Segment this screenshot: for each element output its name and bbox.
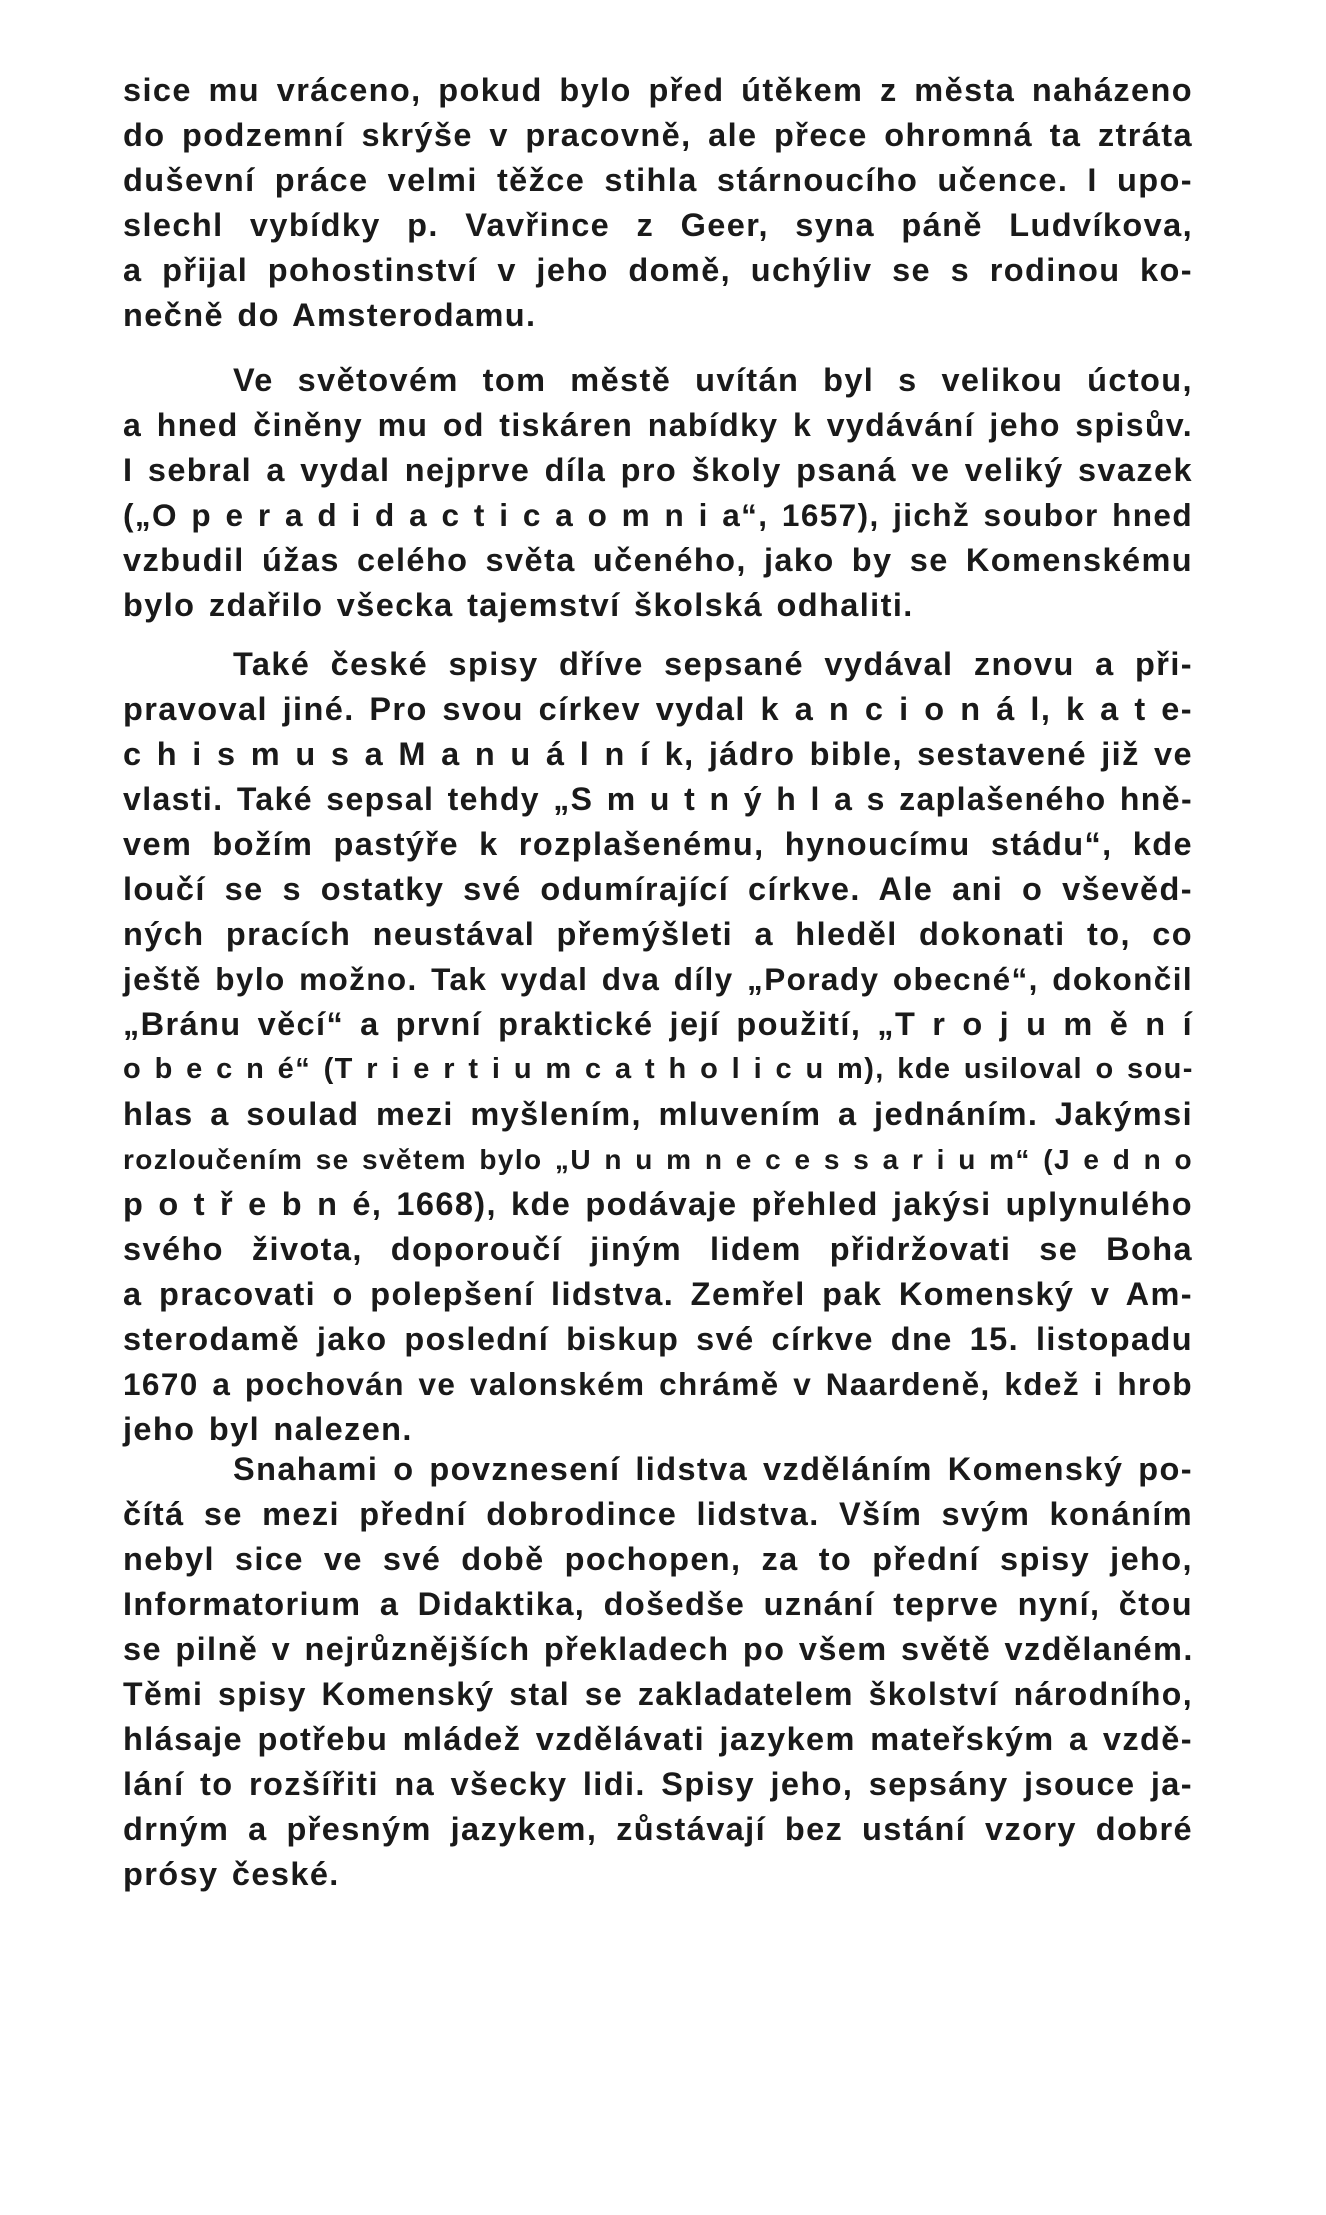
text-line: slechl vybídky p. Vavřince z Geer, syna páně Ludvíkova, <box>123 207 1193 243</box>
text-line: čítá se mezi přední dobrodince lidstva. Vším svým konáním <box>123 1496 1193 1532</box>
text-line: lání to rozšířiti na všecky lidi. Spisy jeho, sepsány jsouce ja- <box>123 1766 1193 1802</box>
text-line: I sebral a vydal nejprve díla pro školy psaná ve veliký svazek <box>123 452 1193 488</box>
text-line: a přijal pohostinství v jeho domě, uchýliv se s rodinou ko- <box>123 252 1193 288</box>
text-line: pravoval jiné. Pro svou církev vydal k a n c i o n á l, k a t e- <box>123 691 1193 727</box>
text-line: sterodamě jako poslední biskup své církve dne 15. listopadu <box>123 1321 1193 1357</box>
text-line: Ve světovém tom městě uvítán byl s velikou úctou, <box>233 362 1193 398</box>
text-line: rozloučením se světem bylo „U n u m n e c e s s a r i u m“ (J e d n o <box>123 1144 1193 1175</box>
paragraph-return-to-amsterdam <box>123 68 1193 338</box>
paragraph-legacy <box>123 1447 1193 1897</box>
text-line: sice mu vráceno, pokud bylo před útěkem z města naházeno <box>123 72 1193 108</box>
text-line: 1670 a pochován ve valonském chrámě v Naardeně, kdež i hrob <box>123 1366 1193 1402</box>
text-line: bylo zdařilo všecka tajemství školská odhaliti. <box>123 587 914 623</box>
paragraph-opera-didactica <box>123 358 1193 628</box>
text-line: do podzemní skrýše v pracovně, ale přece ohromná ta ztráta <box>123 117 1193 153</box>
text-line: („O p e r a d i d a c t i c a o m n i a“, 1657), jichž soubor hned <box>123 497 1193 533</box>
text-line: ještě bylo možno. Tak vydal dva díly „Porady obecné“, dokončil <box>123 961 1193 997</box>
text-line: se pilně v nejrůznějších překladech po všem světě vzdělaném. <box>123 1631 1194 1667</box>
text-line: hlas a soulad mezi myšlením, mluvením a jednáním. Jakýmsi <box>123 1096 1193 1132</box>
paragraph-czech-writings <box>123 642 1193 1452</box>
text-line: jeho byl nalezen. <box>123 1411 413 1447</box>
text-line: hlásaje potřebu mládež vzdělávati jazykem mateřským a vzdě- <box>123 1721 1193 1757</box>
text-line: Informatorium a Didaktika, došedše uznání teprve nyní, čtou <box>123 1586 1193 1622</box>
text-line: vlasti. Také sepsal tehdy „S m u t n ý h l a s zaplašeného hně- <box>123 781 1193 817</box>
text-line: Také české spisy dříve sepsané vydával znovu a při- <box>233 646 1193 682</box>
text-line: c h i s m u s a M a n u á l n í k, jádro bible, sestavené již ve <box>123 736 1193 772</box>
text-line: ných pracích neustával přemýšleti a hleděl dokonati to, co <box>123 916 1193 952</box>
text-line: a hned činěny mu od tiskáren nabídky k vydávání jeho spisův. <box>123 407 1193 443</box>
text-line: o b e c n é“ (T r i e r t i u m c a t h o l i c u m), kde usiloval o sou- <box>123 1053 1194 1085</box>
text-line: vem božím pastýře k rozplašenému, hynoucímu stádu“, kde <box>123 826 1193 862</box>
text-line: Snahami o povznesení lidstva vzděláním Komenský po- <box>233 1451 1193 1487</box>
text-line: nečně do Amsterodamu. <box>123 297 537 333</box>
text-line: svého života, doporoučí jiným lidem přidržovati se Boha <box>123 1231 1193 1267</box>
text-line: a pracovati o polepšení lidstva. Zemřel pak Komenský v Am- <box>123 1276 1193 1312</box>
text-line: loučí se s ostatky své odumírající církve. Ale ani o vševěd- <box>123 871 1193 907</box>
text-line: Těmi spisy Komenský stal se zakladatelem školství národního, <box>123 1676 1193 1712</box>
text-line: nebyl sice ve své době pochopen, za to přední spisy jeho, <box>123 1541 1193 1577</box>
text-line: „Bránu věcí“ a první praktické její použití, „T r o j u m ě n í <box>123 1006 1193 1042</box>
text-line: prósy české. <box>123 1856 340 1892</box>
text-line: duševní práce velmi těžce stihla stárnoucího učence. I upo- <box>123 162 1193 198</box>
text-line: vzbudil úžas celého světa učeného, jako by se Komenskému <box>123 542 1193 578</box>
text-line: p o t ř e b n é, 1668), kde podávaje přehled jakýsi uplynulého <box>123 1186 1193 1222</box>
text-line: drným a přesným jazykem, zůstávají bez ustání vzory dobré <box>123 1811 1193 1847</box>
